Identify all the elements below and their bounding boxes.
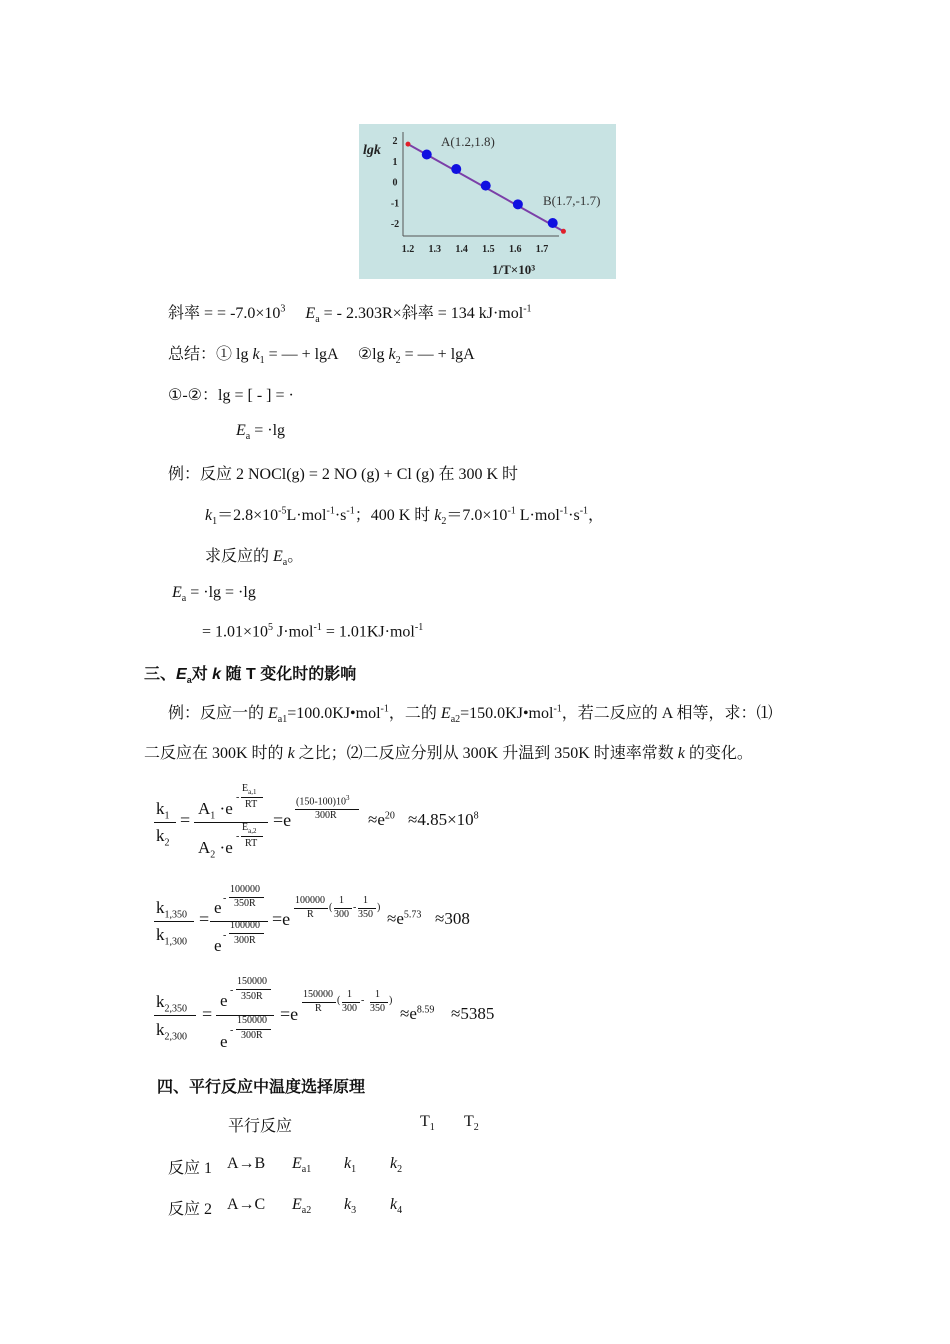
example-line: 例：反应 2 NOCl(g) = 2 NO (g) + Cl (g) 在 300 K 时 — [168, 466, 519, 483]
x-tick-label: 1.7 — [535, 244, 549, 255]
subtract-line: ①-②：lg = [ - ] = · — [168, 387, 294, 404]
example2-line2: 二反应在 300K 时的 k 之比；⑵二反应分别从 300K 升温到 350K 时速率常数 k 的变化。 — [144, 745, 753, 762]
find-ea-line: 求反应的 $E_a$。 — [205, 548, 304, 569]
annotation-b: B(1.7,-1.7) — [543, 193, 601, 208]
endpoint-marker — [406, 142, 411, 147]
x-tick-label: 1.4 — [455, 244, 468, 255]
data-point — [481, 181, 491, 191]
data-point — [451, 164, 461, 174]
section-heading-3: 三、$E_a$对 k 随 T 变化时的影响 — [144, 666, 357, 686]
lgk-chart — [359, 124, 616, 279]
y-tick-label: 2 — [392, 136, 398, 147]
data-point — [422, 150, 432, 160]
y-tick-label: 1 — [392, 156, 398, 168]
k-values-line: $k_1=2.8\times 10^{-5}L\cdot mol^{-1}\cdot s^{-1}$；400 K 时 $k_2=7.0\times 10^{-1}$ $L\cdot mol^{-1}\cdot s^{-1}$， — [205, 505, 605, 528]
data-point — [513, 199, 523, 209]
x-tick-label: 1.5 — [482, 244, 495, 255]
y-tick-label: 0 — [392, 177, 398, 189]
x-tick-label: 1.3 — [428, 244, 442, 255]
ea-lg-line: $E_a = \cdot\lg$ — [236, 422, 286, 443]
annotation-a: A(1.2,1.8) — [441, 134, 495, 149]
result-line: = $1.01\times 10^5$ J·mol$^{-1}$ = 1.01KJ·mol$^{-1}$ — [202, 622, 424, 641]
y-axis-label: lgk — [363, 143, 381, 158]
y-tick-label: -2 — [390, 219, 400, 230]
x-tick-label: 1.6 — [508, 244, 522, 255]
x-tick-label: 1.2 — [401, 244, 415, 255]
slope-line: 斜率 = = $-7.0\times 10^3$ $E_a$ = - 2.303R×斜率 = 134 kJ·mol$^{-1}$ — [168, 303, 532, 326]
y-tick-label: -1 — [390, 198, 400, 210]
summary-line: 总结：① $\lg k_1$ = — + lgA ②lg $k_2$ = — + lgA — [168, 346, 475, 367]
endpoint-marker — [561, 229, 566, 234]
x-axis-label: 1/T×10³ — [492, 262, 536, 277]
ea-calc-line: $E_a = \cdot\lg = \cdot\lg$ — [172, 584, 256, 605]
data-point — [548, 218, 558, 228]
example2-line1: 例：反应一的 $E_{a1}=100.0KJ•mol^{-1}$，二的 $E_{a2}=150.0KJ•mol^{-1}$，若二反应的 A 相等，求：⑴ — [168, 703, 773, 726]
section-heading-4: 四、平行反应中温度选择原理 — [157, 1079, 366, 1096]
